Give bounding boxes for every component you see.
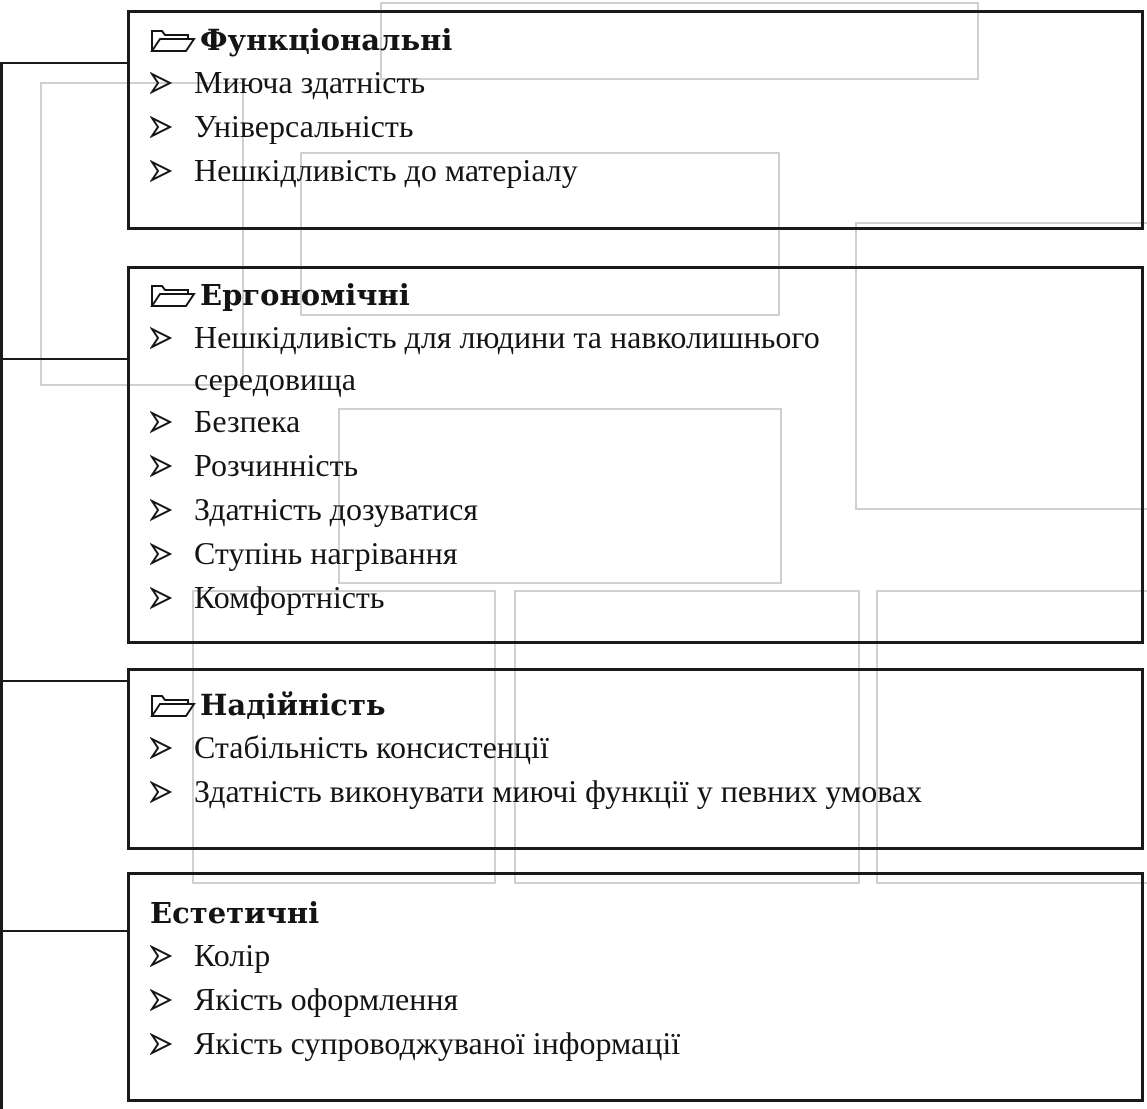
- section-header: [150, 685, 1141, 725]
- section-title: Надійність: [200, 688, 386, 722]
- arrow-bullet-icon: [150, 1033, 172, 1055]
- item-text: Стабільність консистенції: [194, 729, 549, 765]
- arrow-bullet-icon: [150, 587, 172, 609]
- arrow-bullet-icon: [150, 411, 172, 433]
- arrow-bullet-icon: [150, 455, 172, 477]
- item-text: Здатність виконувати миючі функції у певних умовах: [194, 773, 923, 809]
- list-item: [150, 575, 1141, 619]
- connector-line: [0, 62, 130, 64]
- item-text: Ступінь нагрівання: [194, 535, 458, 571]
- item-text: Якість оформлення: [194, 981, 459, 1017]
- list-item: [150, 60, 1141, 104]
- item-text: Здатність дозуватися: [194, 491, 479, 527]
- arrow-bullet-icon: [150, 327, 172, 349]
- bracket-line: [0, 62, 3, 1109]
- arrow-bullet-icon: [150, 781, 172, 803]
- arrow-bullet-icon: [150, 543, 172, 565]
- list-item: [150, 933, 1141, 977]
- item-text: Якість супроводжуваної інформації: [194, 1025, 681, 1061]
- item-text: Безпека: [194, 403, 301, 439]
- list-item: [150, 487, 1141, 531]
- section-aesthetic: [127, 872, 1144, 1102]
- section-reliability: [127, 668, 1144, 850]
- list-item: [150, 1021, 1141, 1065]
- connector-line: [0, 358, 130, 360]
- list-item: [150, 315, 1141, 359]
- arrow-bullet-icon: [150, 989, 172, 1011]
- arrow-bullet-icon: [150, 72, 172, 94]
- folder-icon: [150, 27, 196, 53]
- arrow-bullet-icon: [150, 499, 172, 521]
- section-header: [150, 20, 1141, 60]
- list-item: [150, 769, 1141, 813]
- connector-line: [0, 680, 130, 682]
- folder-icon: [150, 692, 196, 718]
- item-text: Нешкідливість до матеріалу: [194, 152, 578, 188]
- item-text: Колір: [194, 937, 271, 973]
- section-functional: [127, 10, 1144, 230]
- arrow-bullet-icon: [150, 116, 172, 138]
- item-text: Розчинність: [194, 447, 359, 483]
- section-title: Функціональні: [200, 23, 453, 57]
- item-text: Миюча здатність: [194, 64, 426, 100]
- arrow-bullet-icon: [150, 160, 172, 182]
- list-item: [150, 531, 1141, 575]
- section-title: Естетичні: [150, 896, 320, 930]
- folder-icon: [150, 282, 196, 308]
- list-item: [150, 104, 1141, 148]
- section-title: Ергономічні: [200, 278, 410, 312]
- item-text-continued: середовища: [194, 361, 356, 397]
- list-item: [150, 443, 1141, 487]
- item-text: Комфортність: [194, 579, 385, 615]
- connector-line: [0, 930, 130, 932]
- section-header: [150, 275, 1141, 315]
- section-header: [150, 893, 1141, 933]
- item-text: Універсальність: [194, 108, 414, 144]
- section-ergonomic: [127, 266, 1144, 644]
- list-item: [150, 148, 1141, 192]
- item-text: Нешкідливість для людини та навколишнього: [194, 319, 820, 355]
- list-item: [150, 725, 1141, 769]
- arrow-bullet-icon: [150, 945, 172, 967]
- arrow-bullet-icon: [150, 737, 172, 759]
- list-item: [150, 977, 1141, 1021]
- list-item: [150, 399, 1141, 443]
